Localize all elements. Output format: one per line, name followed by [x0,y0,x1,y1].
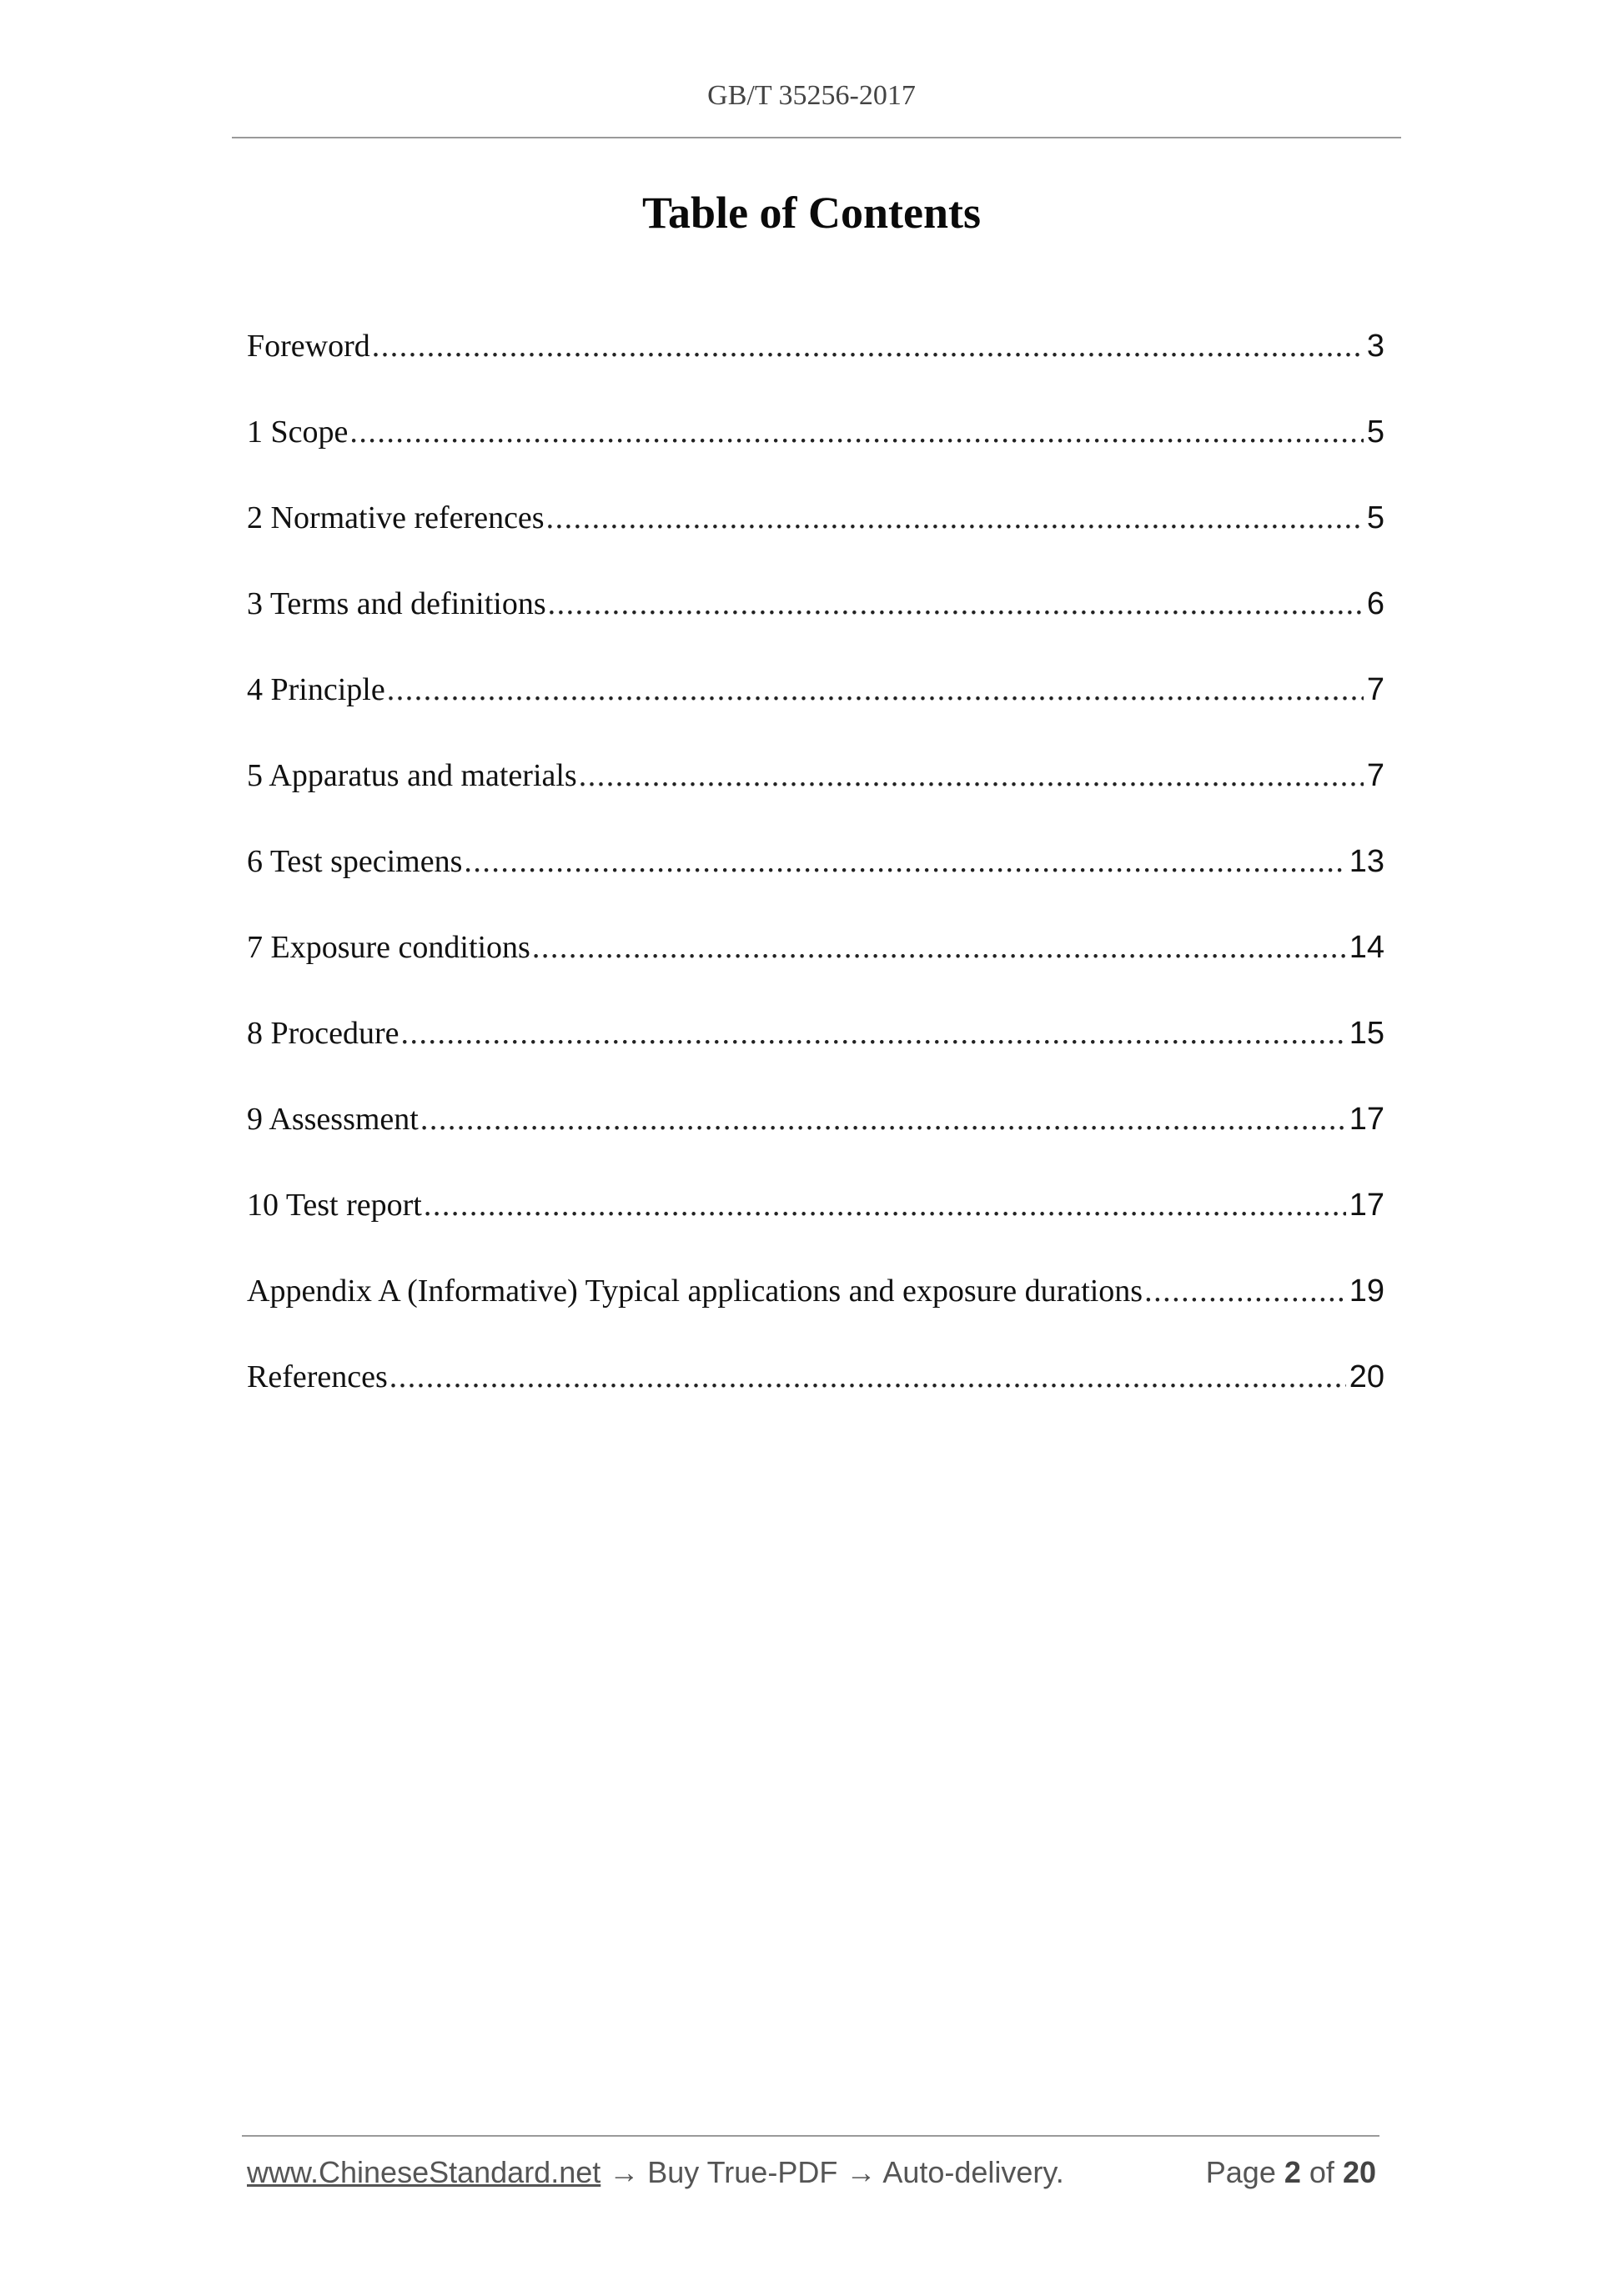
toc-dot-leader [464,837,1345,887]
toc-entry-title: 9 Assessment [247,1102,419,1137]
website-link[interactable]: www.ChineseStandard.net [247,2155,601,2189]
toc-dot-leader [389,1352,1346,1402]
toc-page-number: 15 [1349,1016,1384,1051]
footer-divider [242,2135,1379,2137]
toc-entry-principle[interactable] [247,665,1384,751]
current-page-number: 2 [1284,2155,1301,2189]
toc-page-number: 17 [1349,1188,1384,1223]
toc-page-number: 20 [1349,1359,1384,1394]
toc-entry-terms-and-definitions[interactable] [247,579,1384,665]
toc-entry-title: 1 Scope [247,414,349,450]
toc-entry-title: Appendix A (Informative) Typical applications and exposure durations [247,1274,1143,1309]
toc-dot-leader [372,321,1364,371]
total-pages-number: 20 [1342,2155,1376,2189]
toc-entry-exposure-conditions[interactable] [247,922,1384,1008]
toc-entry-appendix-a[interactable] [247,1266,1384,1352]
toc-entry-title: 2 Normative references [247,500,545,535]
toc-entry-test-specimens[interactable] [247,837,1384,922]
toc-dot-leader [387,665,1364,715]
toc-entry-scope[interactable] [247,407,1384,493]
toc-dot-leader [579,751,1364,801]
toc-dot-leader [532,922,1346,972]
footer-promo-text: → Buy True-PDF → Auto-delivery. [600,2155,1064,2189]
page-label: Page [1205,2155,1276,2189]
toc-dot-leader [548,579,1364,629]
toc-page-number: 17 [1349,1102,1384,1137]
toc-entry-foreword[interactable] [247,321,1384,407]
toc-page-number: 5 [1366,414,1384,450]
toc-page-number: 7 [1366,758,1384,793]
toc-page-number: 6 [1366,586,1384,621]
toc-entry-title: 7 Exposure conditions [247,930,530,965]
toc-page-number: 3 [1366,329,1384,364]
toc-entry-title: 6 Test specimens [247,844,463,879]
toc-dot-leader [424,1180,1346,1230]
toc-page-number: 13 [1349,844,1384,879]
toc-entry-title: 10 Test report [247,1188,422,1223]
document-code-header: GB/T 35256-2017 [707,80,916,111]
toc-entry-assessment[interactable] [247,1094,1384,1180]
toc-page-number: 7 [1366,672,1384,707]
page-footer [247,2155,1384,2205]
of-label: of [1309,2155,1334,2189]
header-divider [232,137,1401,138]
toc-entry-title: 5 Apparatus and materials [247,758,577,793]
footer-promo [247,2155,1064,2190]
toc-entry-title: References [247,1359,388,1394]
toc-dot-leader [401,1008,1346,1058]
toc-dot-leader [349,407,1363,457]
toc-entry-title: Foreword [247,329,370,364]
page-indicator [1206,2155,1376,2190]
toc-entry-references[interactable] [247,1352,1384,1438]
toc-entry-procedure[interactable] [247,1008,1384,1094]
toc-page-number: 19 [1349,1274,1384,1309]
page-title: Table of Contents [641,188,982,238]
toc-entry-title: 4 Principle [247,672,385,707]
toc-dot-leader [420,1094,1346,1144]
toc-dot-leader [1144,1266,1346,1316]
toc-dot-leader [546,493,1364,543]
table-of-contents [247,321,1384,1438]
toc-entry-normative-references[interactable] [247,493,1384,579]
toc-page-number: 5 [1366,500,1384,535]
toc-page-number: 14 [1349,930,1384,965]
toc-entry-test-report[interactable] [247,1180,1384,1266]
toc-entry-apparatus-and-materials[interactable] [247,751,1384,837]
toc-entry-title: 3 Terms and definitions [247,586,546,621]
toc-entry-title: 8 Procedure [247,1016,399,1051]
